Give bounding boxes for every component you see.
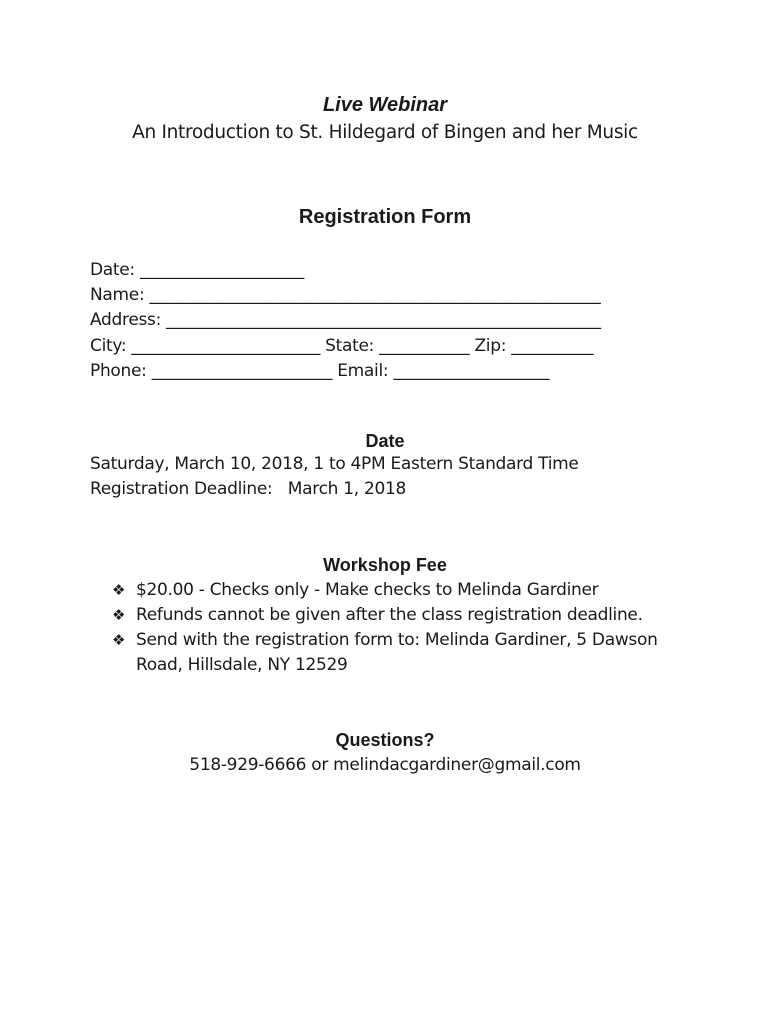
fee-list	[112, 578, 692, 678]
city-state-zip-line: City: _______________________ State: ___________ Zip: __________	[90, 336, 594, 356]
date-field-line: Date: ____________________	[90, 260, 304, 280]
contact-info: 518-929-6666 or melindacgardiner@gmail.com	[189, 755, 581, 775]
page-subtitle: An Introduction to St. Hildegard of Bingen and her Music	[132, 122, 638, 143]
page-title: Live Webinar	[322, 94, 448, 116]
diamond-bullet-icon: ❖	[112, 606, 126, 624]
list-item	[112, 603, 692, 628]
list-item	[112, 628, 692, 678]
name-field-line: Name: _______________________________________________________	[90, 285, 601, 305]
fee-item-text: Send with the registration form to: Melinda Gardiner, 5 Dawson Road, Hillsdale, NY 12529	[136, 630, 658, 675]
fee-item-text: Refunds cannot be given after the class registration deadline.	[136, 605, 643, 625]
fee-item-text: $20.00 - Checks only - Make checks to Melinda Gardiner	[136, 580, 599, 600]
questions-heading: Questions?	[335, 730, 435, 750]
list-item	[112, 578, 692, 603]
diamond-bullet-icon: ❖	[112, 631, 126, 649]
workshop-fee-heading: Workshop Fee	[323, 555, 447, 575]
phone-email-line: Phone: ______________________ Email: ___________________	[90, 361, 550, 381]
diamond-bullet-icon: ❖	[112, 581, 126, 599]
registration-deadline-text: Registration Deadline: March 1, 2018	[90, 479, 407, 499]
event-date-text: Saturday, March 10, 2018, 1 to 4PM Eastern Standard Time	[90, 454, 579, 474]
date-heading: Date	[365, 431, 405, 451]
form-heading: Registration Form	[298, 206, 472, 228]
address-field-line: Address: _____________________________________________________	[90, 310, 601, 330]
